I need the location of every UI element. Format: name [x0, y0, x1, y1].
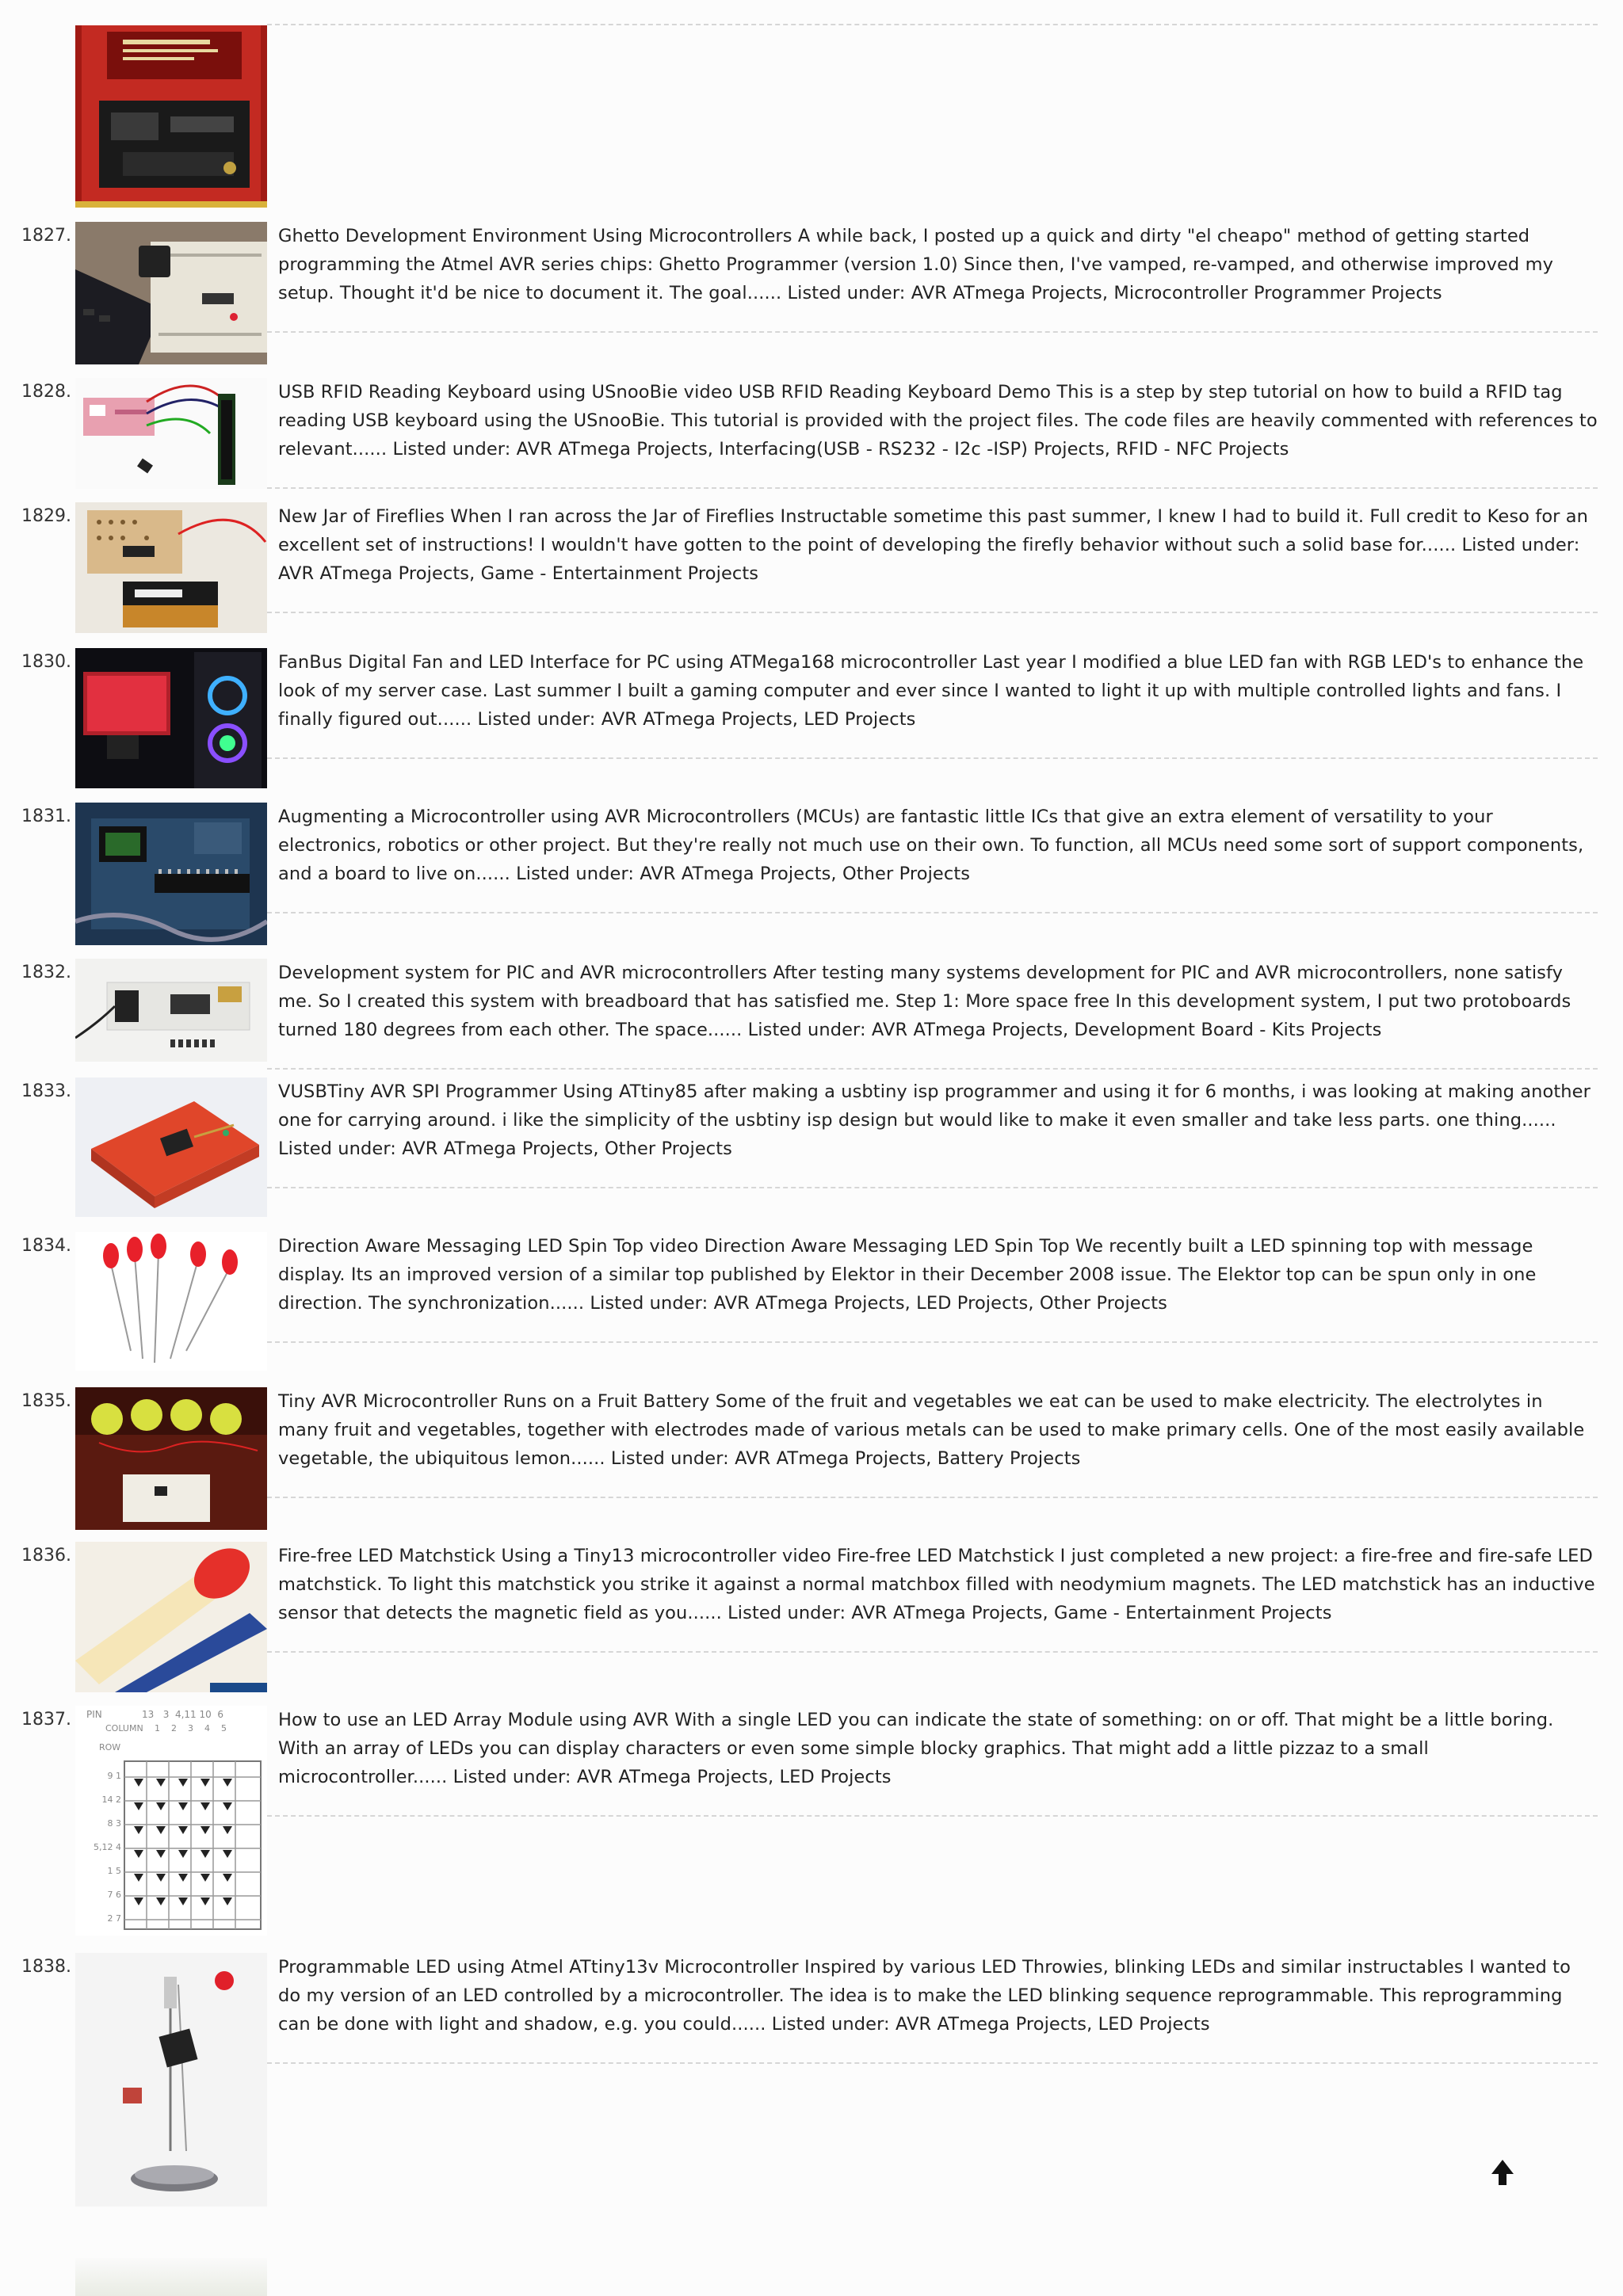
diagram-row-label: ROW — [99, 1742, 121, 1753]
microcontroller-board-photo-icon[interactable] — [75, 803, 267, 945]
diagram-column-numbers: 1 2 3 4 5 — [155, 1723, 227, 1733]
separator — [267, 487, 1598, 489]
diagram-row-pin-label: 8 3 — [107, 1818, 121, 1829]
breadboard-keyboard-photo-icon[interactable] — [75, 222, 267, 364]
led-array-diagram-icon[interactable] — [75, 1706, 267, 1936]
item-description[interactable]: Programmable LED using Atmel ATtiny13v Microcontroller Inspired by various LED Throwies, blinking LEDs and similar instructables I wanted to do my version of an LED controlled by a microcontroller. The idea is to make the LED blinking sequence reprogrammable. This reprogramming can be done with light and shadow, e.g. you could...... Listed under: AVR ATmega Projects, LED Projects — [278, 1957, 1571, 2035]
separator — [267, 1497, 1598, 1498]
separator — [267, 1187, 1598, 1188]
item-description[interactable]: New Jar of Fireflies When I ran across the Jar of Fireflies Instructable sometime this past summer, I knew I had to build it. Full credit to Keso for an excellent set of instructions! I wouldn't have gotten to the point of developing the firefly behavior without such a solid base for...... Listed under: AVR ATmega Projects, Game - Entertainment Projects — [278, 506, 1589, 584]
item-number: 1834. — [21, 1236, 71, 1256]
item-description[interactable]: Tiny AVR Microcontroller Runs on a Fruit Battery Some of the fruit and vegetables we eat can be used to make electricity. The electrolytes in many fruit and vegetables, together with electrodes made of various metals can be used to make primary cells. One of the most easily available vegetable, the ubiquitous lemon...... Listed under: AVR ATmega Projects, Battery Projects — [278, 1391, 1585, 1469]
red-leds-photo-icon[interactable] — [75, 1232, 267, 1371]
item-description[interactable]: Ghetto Development Environment Using Microcontrollers A while back, I posted up a quick and dirty "el cheapo" method of getting started programming the Atmel AVR series chips: Ghetto Programmer (version 1.0) Since then, I've vamped, re-vamped, and otherwise improved my setup. Thought it'd be nice to document it. The goal...... Listed under: AVR ATmega Projects, Microcontroller Programmer Projects — [278, 226, 1553, 303]
diagram-column-label: COLUMN — [105, 1723, 143, 1733]
item-number: 1837. — [21, 1710, 71, 1730]
item-number: 1832. — [21, 963, 71, 982]
item-description[interactable]: USB RFID Reading Keyboard using USnooBie video USB RFID Reading Keyboard Demo This is a step by step tutorial on how to build a RFID tag reading USB keyboard using the USnooBie. This tutorial is provided with the project files. The code files are heavily commented with references to relevant...... Listed under: AVR ATmega Projects, Interfacing(USB - RS232 - I2c -ISP) Projects, RFID - NFC Projects — [278, 382, 1598, 460]
usb-rfid-board-photo-icon[interactable] — [75, 378, 267, 489]
item-description[interactable]: Augmenting a Microcontroller using AVR Microcontrollers (MCUs) are fantastic little ICs that give an extra element of versatility to your electronics, robotics or other project. But they're really not much use on their own. To function, all MCUs need some sort of support components, and a board to live on...... Listed under: AVR ATmega Projects, Other Projects — [278, 807, 1584, 884]
diagram-row-pin-label: 14 2 — [101, 1794, 121, 1805]
item-description[interactable]: VUSBTiny AVR SPI Programmer Using ATtiny85 after making a usbtiny isp programmer and using it for 6 months, i was looking at making another one for carrying around. i like the simplicity of the usbtiny isp design but would like to make it even smaller and take less parts. one thing...... Listed under: AVR ATmega Projects, Other Projects — [278, 1081, 1591, 1159]
item-number: 1833. — [21, 1081, 71, 1101]
item-description[interactable]: Direction Aware Messaging LED Spin Top video Direction Aware Messaging LED Spin Top We recently built a LED spinning top with message display. Its an improved version of a similar top published by Elektor in their December 2008 issue. The Elektor top can be spun only in one direction. The synchronization...... Listed under: AVR ATmega Projects, LED Projects, Other Projects — [278, 1236, 1537, 1314]
diagram-row-pin-label: 9 1 — [107, 1771, 121, 1781]
diagram-row-pin-label: 1 5 — [107, 1866, 121, 1876]
item-number: 1830. — [21, 652, 71, 672]
separator — [267, 24, 1598, 25]
item-description[interactable]: Fire-free LED Matchstick Using a Tiny13 microcontroller video Fire-free LED Matchstick I just completed a new project: a fire-free and fire-safe LED matchstick. To light this matchstick you strike it against a normal matchbox filled with neodymium magnets. The LED matchstick has an inductive sensor that detects the magnetic field as you...... Listed under: AVR ATmega Projects, Game - Entertainment Projects — [278, 1546, 1595, 1623]
arrow-up-icon[interactable] — [1488, 2157, 1517, 2188]
separator — [267, 912, 1598, 913]
diagram-column-pins: 13 3 4,11 10 6 — [142, 1709, 224, 1720]
diagram-row-pin-label: 5,12 4 — [94, 1842, 121, 1852]
separator — [267, 2062, 1598, 2064]
diagram-row-pin-label: 2 7 — [107, 1913, 121, 1924]
separator — [267, 757, 1598, 759]
item-description[interactable]: FanBus Digital Fan and LED Interface for PC using ATMega168 microcontroller Last year I modified a blue LED fan with RGB LED's to enhance the look of my server case. Last summer I built a gaming computer and ever since I wanted to light it up with multiple controlled lights and fans. I finally figured out...... Listed under: AVR ATmega Projects, LED Projects — [278, 652, 1584, 730]
item-number: 1828. — [21, 382, 71, 402]
item-number: 1836. — [21, 1546, 71, 1566]
protoboard-system-photo-icon[interactable] — [75, 959, 267, 1062]
diagram-pin-label: PIN — [86, 1709, 102, 1720]
matchstick-photo-icon[interactable] — [75, 1542, 267, 1692]
firefly-jar-circuit-photo-icon[interactable] — [75, 502, 267, 633]
item-description[interactable]: How to use an LED Array Module using AVR With a single LED you can indicate the state of something: on or off. That might be a little boring. With an array of LEDs you can display characters or even some simple blocky graphics. That might add a little pizzaz to a small microcontroller...... Listed under: AVR ATmega Projects, LED Projects — [278, 1710, 1554, 1787]
led-throwie-photo-icon[interactable] — [75, 1953, 267, 2206]
separator — [267, 612, 1598, 613]
item-description[interactable]: Development system for PIC and AVR microcontrollers After testing many systems development for PIC and AVR microcontrollers, none satisfy me. So I created this system with breadboard that has satisfied me. Step 1: More space free In this development system, I put two protoboards turned 180 degrees from each other. The space...... Listed under: AVR ATmega Projects, Development Board - Kits Projects — [278, 963, 1571, 1040]
next-item-thumbnail[interactable] — [75, 2258, 267, 2296]
pc-case-fans-photo-icon[interactable] — [75, 648, 267, 788]
item-number: 1831. — [21, 807, 71, 826]
lemon-battery-photo-icon[interactable] — [75, 1387, 267, 1530]
item-number: 1827. — [21, 226, 71, 246]
item-number: 1835. — [21, 1391, 71, 1411]
separator — [267, 331, 1598, 333]
item-number: 1838. — [21, 1957, 71, 1977]
diagram-row-pin-label: 7 6 — [107, 1890, 121, 1900]
separator — [267, 1341, 1598, 1343]
thumbnail-red-box-board[interactable] — [75, 25, 267, 208]
item-number: 1829. — [21, 506, 71, 526]
separator — [267, 1651, 1598, 1653]
red-breadboard-programmer-photo-icon[interactable] — [75, 1077, 267, 1217]
separator — [267, 1815, 1598, 1817]
separator — [267, 1068, 1598, 1070]
